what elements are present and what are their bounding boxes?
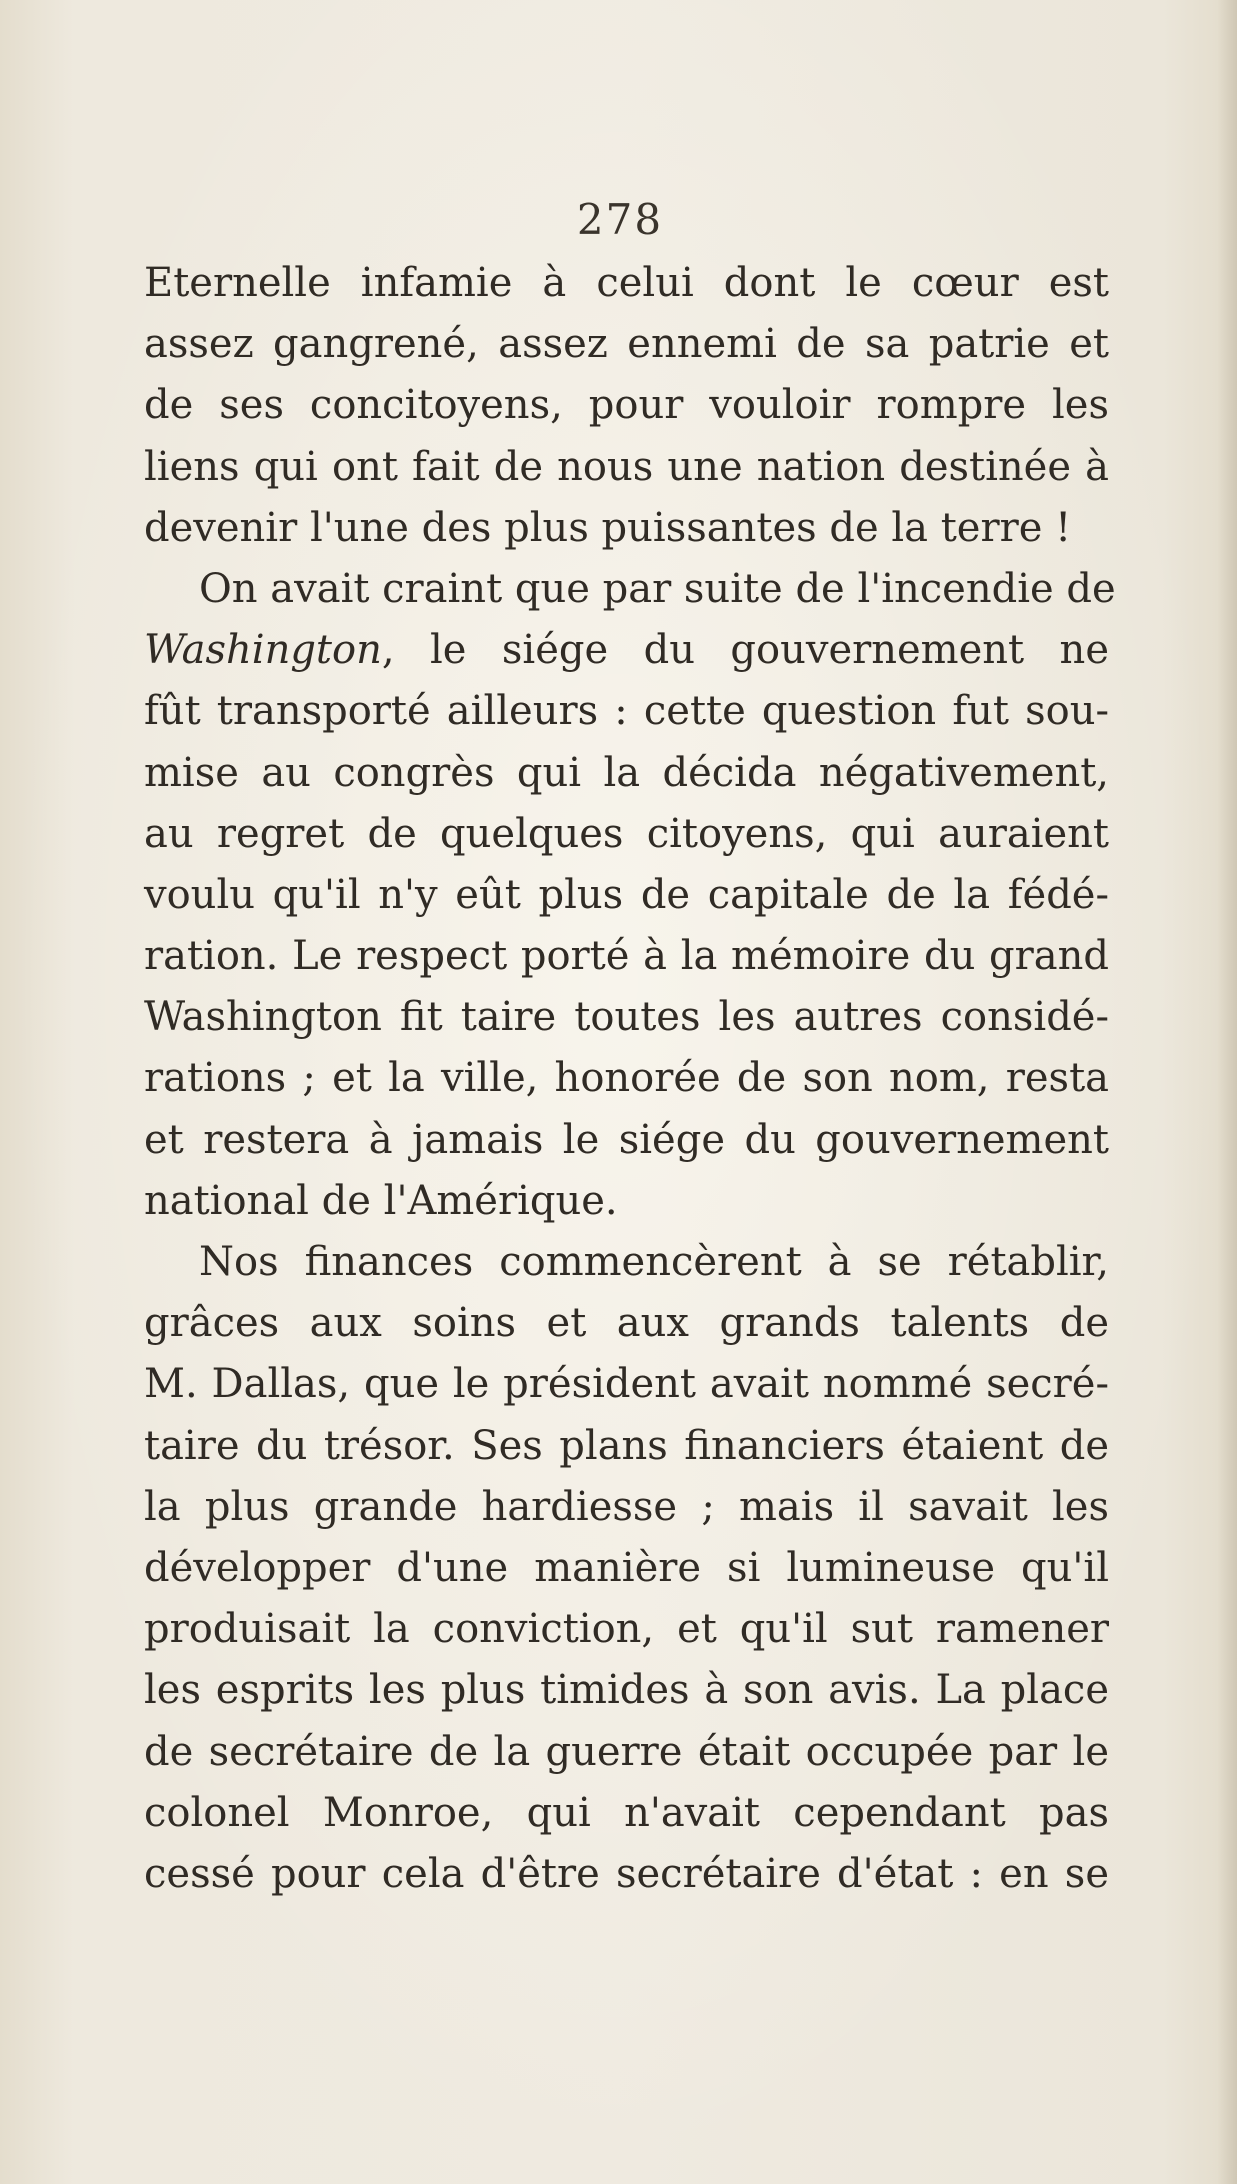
text-line: liens qui ont fait de nous une nation destinée à — [144, 443, 1109, 490]
line-text: , le siége du gouvernement ne — [381, 627, 1109, 674]
text-line — [144, 620, 1109, 681]
text-line: devenir l'une des plus puissantes de la terre ! — [144, 504, 1072, 551]
text-line: de secrétaire de la guerre était occupée par le — [144, 1728, 1109, 1775]
text-line: produisait la conviction, et qu'il sut ramener — [144, 1606, 1109, 1653]
text-line: M. Dallas, que le président avait nommé secré- — [144, 1361, 1109, 1408]
text-line: cessé pour cela d'être secrétaire d'état : en se — [144, 1850, 1109, 1897]
text-line: au regret de quelques citoyens, qui auraient — [144, 810, 1109, 857]
text-line: et restera à jamais le siége du gouvernement — [144, 1116, 1109, 1163]
text-line: colonel Monroe, qui n'avait cependant pas — [144, 1789, 1109, 1836]
text-line: taire du trésor. Ses plans financiers étaient de — [144, 1422, 1109, 1469]
text-line: On avait craint que par suite de l'incendie de — [199, 565, 1116, 612]
text-line: national de l'Amérique. — [144, 1177, 618, 1224]
text-line: rations ; et la ville, honorée de son nom, resta — [144, 1055, 1109, 1102]
text-line: voulu qu'il n'y eût plus de capitale de la fédé- — [144, 871, 1109, 918]
text-line: de ses concitoyens, pour vouloir rompre les — [144, 382, 1109, 429]
text-line: mise au congrès qui la décida négativement, — [144, 749, 1109, 796]
text-line: Eternelle infamie à celui dont le cœur est — [144, 260, 1109, 306]
text-line: ration. Le respect porté à la mémoire du grand — [144, 933, 1109, 980]
text-line: la plus grande hardiesse ; mais il savait les — [144, 1483, 1109, 1530]
page-number: 278 — [576, 195, 664, 244]
text-line: développer d'une manière si lumineuse qu'il — [144, 1544, 1109, 1591]
text-line: Washington fit taire toutes les autres considé- — [144, 994, 1109, 1041]
italic-word: Washington — [144, 627, 382, 674]
page-edge-shadow — [1217, 0, 1237, 2184]
text-line: assez gangrené, assez ennemi de sa patrie et — [144, 321, 1109, 368]
text-line: fût transporté ailleurs : cette question fut sou- — [144, 688, 1109, 735]
body-text — [144, 253, 1116, 1905]
text-line: Nos finances commencèrent à se rétablir, — [199, 1239, 1109, 1285]
text-line: les esprits les plus timides à son avis. La place — [144, 1667, 1109, 1714]
text-line: grâces aux soins et aux grands talents de — [144, 1300, 1109, 1347]
